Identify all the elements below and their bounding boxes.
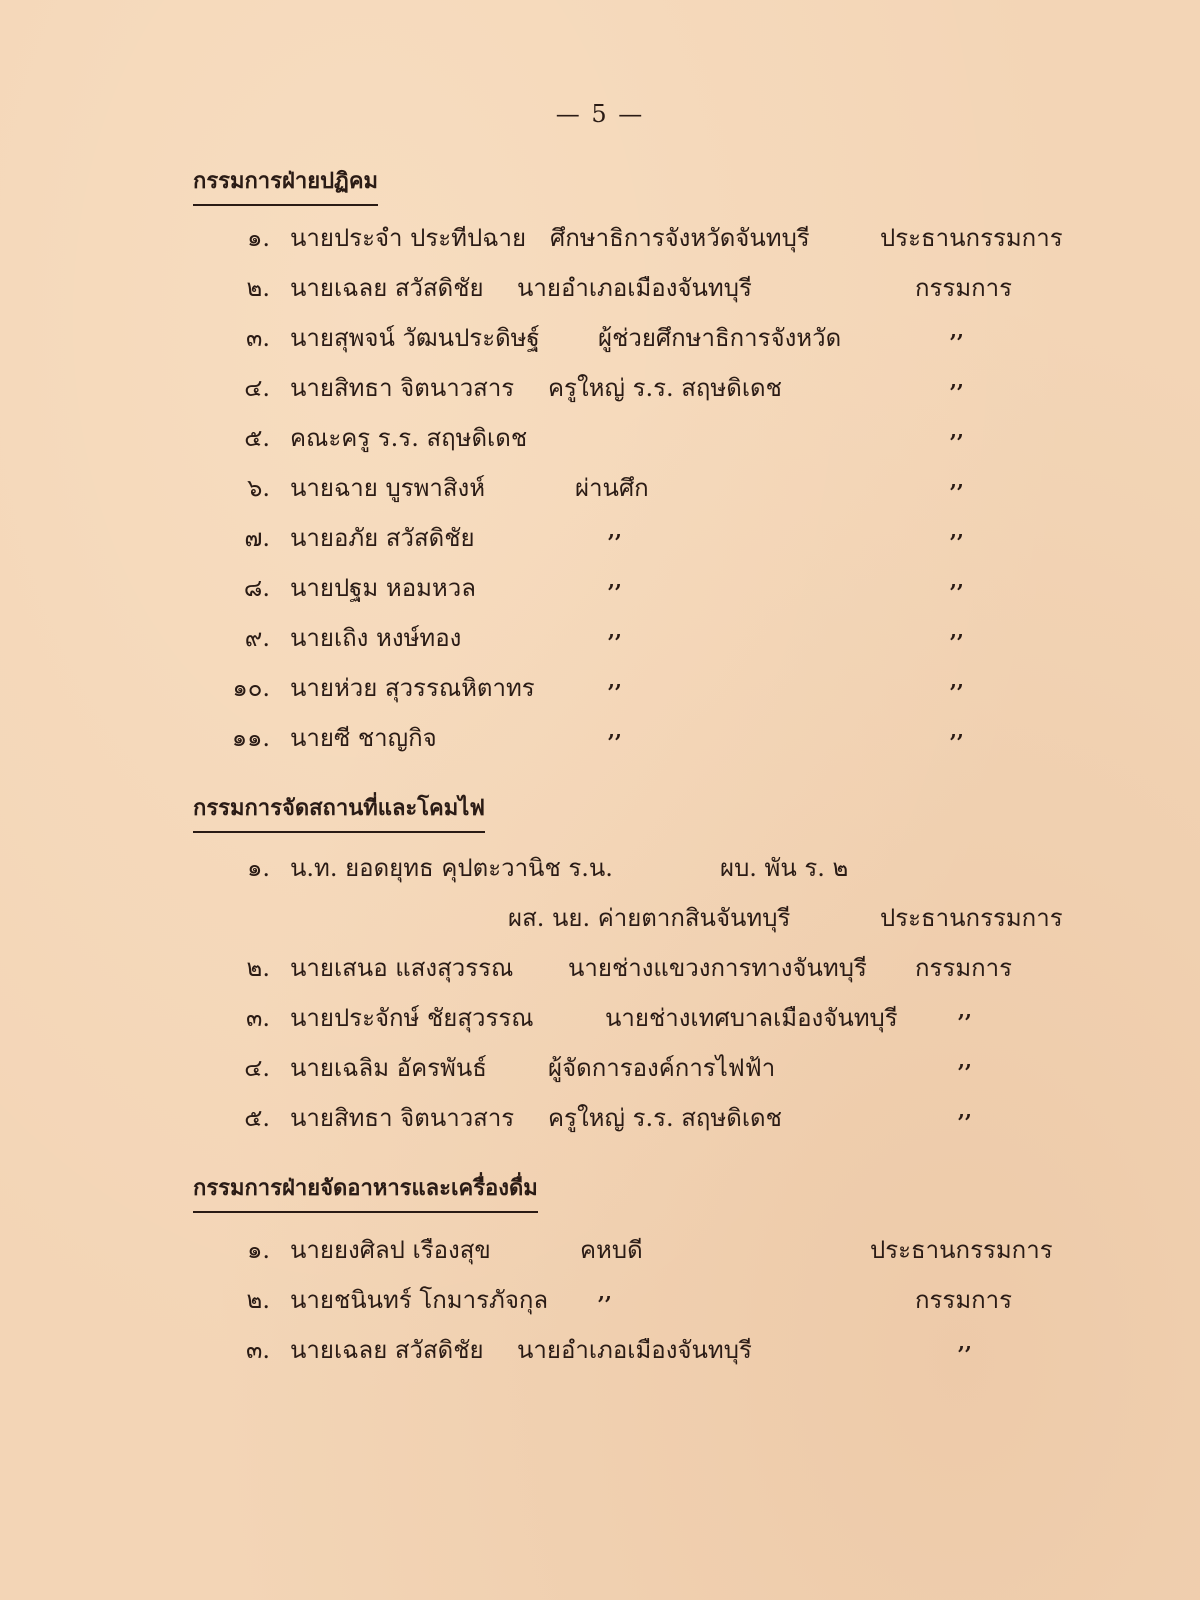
member-position: ครูใหญ่ ร.ร. สฤษดิเดช: [548, 374, 782, 402]
list-item: [0, 1280, 1200, 1320]
member-role: ,,: [950, 368, 964, 392]
member-role: ,,: [950, 418, 964, 442]
member-position: นายช่างเทศบาลเมืองจันทบุรี: [605, 1004, 898, 1032]
list-item: [0, 218, 1200, 258]
member-name: นายฉาย บูรพาสิงห์: [290, 474, 486, 502]
member-position: ผบ. พัน ร. ๒: [720, 854, 849, 882]
member-position: ผู้ช่วยศึกษาธิการจังหวัด: [598, 324, 842, 352]
member-name: นายปฐม หอมหวล: [290, 574, 476, 602]
list-item: [0, 368, 1200, 408]
item-number: ๕.: [244, 424, 270, 452]
member-position: ,,: [608, 568, 622, 592]
member-name: น.ท. ยอดยุทธ คุปตะวานิช ร.น.: [290, 854, 613, 882]
member-name: นายอภัย สวัสดิชัย: [290, 524, 475, 552]
member-role: ,,: [950, 468, 964, 492]
item-number: ๓.: [245, 324, 270, 352]
list-item: [0, 718, 1200, 758]
member-name: นายชนินทร์ โกมารภัจกุล: [290, 1286, 549, 1314]
list-item: [0, 898, 1200, 938]
list-item: [0, 568, 1200, 608]
member-name: นายซี ชาญกิจ: [290, 724, 437, 752]
member-role: ,,: [958, 998, 972, 1022]
list-item: [0, 848, 1200, 888]
item-number: ๑๐.: [232, 674, 270, 702]
member-name: นายประจักษ์ ชัยสุวรรณ: [290, 1004, 534, 1032]
member-role: ,,: [950, 318, 964, 342]
member-name: นายเถิง หงษ์ทอง: [290, 624, 462, 652]
member-position: ,,: [608, 718, 622, 742]
list-item: [0, 318, 1200, 358]
item-number: ๙.: [244, 624, 270, 652]
list-item: [0, 998, 1200, 1038]
member-name: นายสุพจน์ วัฒนประดิษฐ์: [290, 324, 540, 352]
item-number: ๔.: [244, 374, 270, 402]
member-name: นายเฉลิม อัครพันธ์: [290, 1054, 487, 1082]
section-heading-venue-lighting: กรรมการจัดสถานที่และโคมไฟ: [193, 790, 485, 833]
item-number: ๒.: [246, 1286, 270, 1314]
member-role: ,,: [950, 568, 964, 592]
member-role: กรรมการ: [915, 274, 1013, 302]
member-position: นายอำเภอเมืองจันทบุรี: [517, 1336, 752, 1364]
member-role: ประธานกรรมการ: [880, 904, 1063, 932]
list-item: [0, 948, 1200, 988]
list-item: [0, 618, 1200, 658]
member-role: กรรมการ: [915, 1286, 1013, 1314]
member-name: นายเสนอ แสงสุวรรณ: [290, 954, 514, 982]
member-position: ผู้จัดการองค์การไฟฟ้า: [548, 1054, 776, 1082]
member-role: ,,: [958, 1048, 972, 1072]
item-number: ๑.: [247, 1236, 270, 1264]
member-role: ,,: [950, 618, 964, 642]
item-number: ๓.: [245, 1004, 270, 1032]
member-name: นายสิทธา จิตนาวสาร: [290, 374, 515, 402]
member-name: นายห่วย สุวรรณหิตาทร: [290, 674, 535, 702]
section-heading-food-drinks: กรรมการฝ่ายจัดอาหารและเครื่องดื่ม: [193, 1170, 538, 1213]
list-item: [0, 518, 1200, 558]
page-number: — 5 —: [555, 100, 645, 128]
item-number: ๑.: [247, 224, 270, 252]
member-position: ,,: [598, 1280, 612, 1304]
member-role: ,,: [950, 718, 964, 742]
member-role: ,,: [958, 1098, 972, 1122]
item-number: ๑.: [247, 854, 270, 882]
member-position: ครูใหญ่ ร.ร. สฤษดิเดช: [548, 1104, 782, 1132]
member-role: ,,: [950, 668, 964, 692]
item-number: ๘.: [243, 574, 270, 602]
list-item: [0, 1330, 1200, 1370]
list-item: [0, 468, 1200, 508]
member-position: ,,: [608, 668, 622, 692]
member-role: ประธานกรรมการ: [880, 224, 1063, 252]
member-position: คหบดี: [580, 1236, 643, 1264]
member-position: ,,: [608, 518, 622, 542]
item-number: ๓.: [245, 1336, 270, 1364]
item-number: ๖.: [247, 474, 270, 502]
member-position: นายช่างแขวงการทางจันทบุรี: [568, 954, 867, 982]
list-item: [0, 1098, 1200, 1138]
item-number: ๗.: [244, 524, 270, 552]
member-name: นายยงศิลป เรืองสุข: [290, 1236, 491, 1264]
member-role: ประธานกรรมการ: [870, 1236, 1053, 1264]
member-name: นายเฉลย สวัสดิชัย: [290, 274, 484, 302]
item-number: ๕.: [244, 1104, 270, 1132]
list-item: [0, 268, 1200, 308]
list-item: [0, 668, 1200, 708]
list-item: [0, 1230, 1200, 1270]
member-position: นายอำเภอเมืองจันทบุรี: [517, 274, 752, 302]
member-name: คณะครู ร.ร. สฤษดิเดช: [290, 424, 528, 452]
member-role: ,,: [950, 518, 964, 542]
member-position: ผ่านศึก: [575, 474, 649, 502]
member-name: นายสิทธา จิตนาวสาร: [290, 1104, 515, 1132]
list-item: [0, 1048, 1200, 1088]
member-position: ผส. นย. ค่ายตากสินจันทบุรี: [508, 904, 791, 932]
item-number: ๔.: [244, 1054, 270, 1082]
section-heading-reception: กรรมการฝ่ายปฏิคม: [193, 163, 378, 206]
member-name: นายประจำ ประทีปฉาย: [290, 224, 527, 252]
member-role: กรรมการ: [915, 954, 1013, 982]
item-number: ๒.: [246, 274, 270, 302]
member-position: ,,: [608, 618, 622, 642]
member-role: ,,: [958, 1330, 972, 1354]
list-item: [0, 418, 1200, 458]
item-number: ๑๑.: [231, 724, 270, 752]
member-position: ศึกษาธิการจังหวัดจันทบุรี: [550, 224, 810, 252]
item-number: ๒.: [246, 954, 270, 982]
member-name: นายเฉลย สวัสดิชัย: [290, 1336, 484, 1364]
